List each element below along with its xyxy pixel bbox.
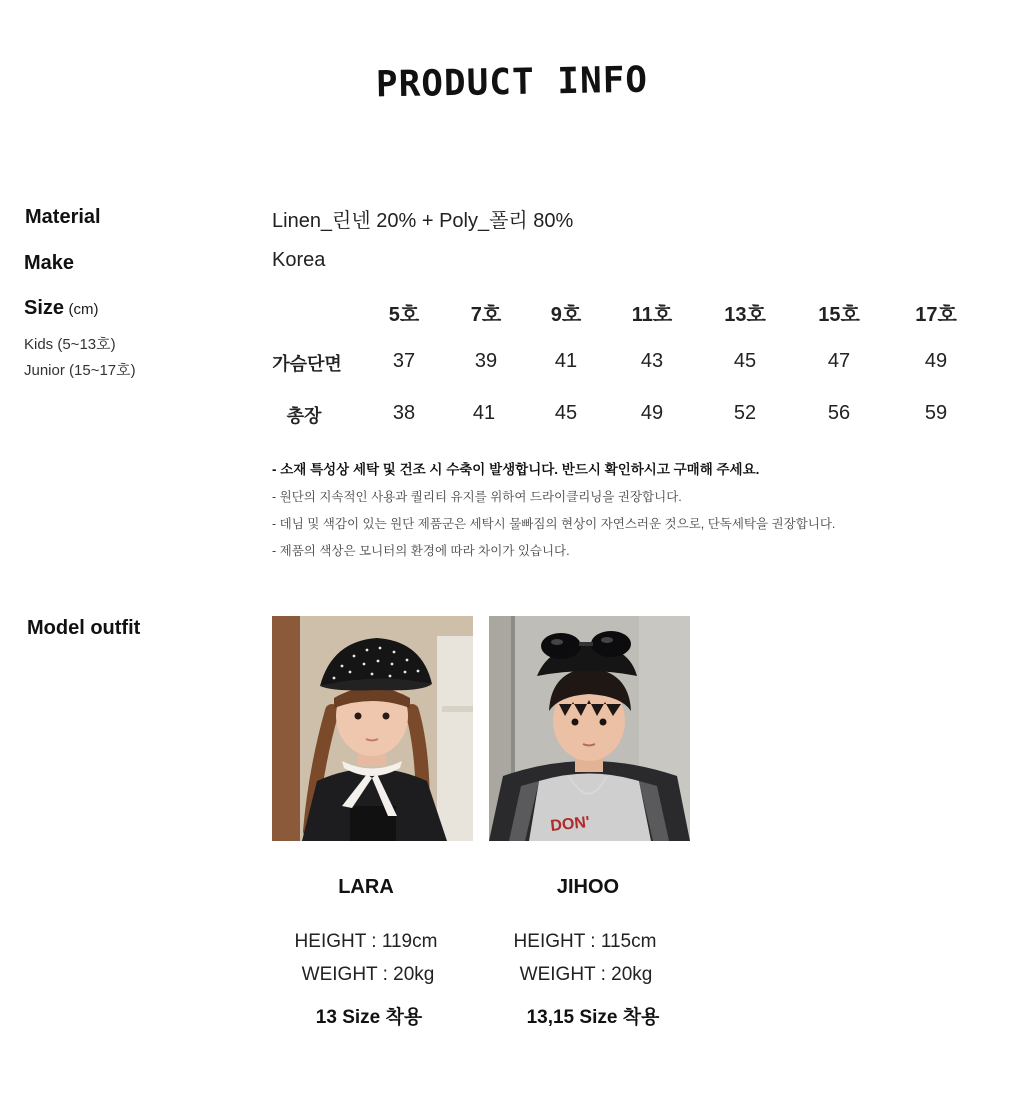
size-header-9: 9호 xyxy=(550,304,582,326)
chest-cell: 49 xyxy=(924,350,948,372)
size-unit: (cm) xyxy=(68,301,99,318)
size-header-13: 13호 xyxy=(724,304,766,326)
length-cell: 45 xyxy=(554,402,578,424)
size-header-7: 7호 xyxy=(470,304,502,326)
size-header-17: 17호 xyxy=(915,304,957,326)
size-junior: Junior (15~17호) xyxy=(24,362,136,379)
model-weight: WEIGHT : 20kg xyxy=(301,964,435,985)
size-kids: Kids (5~13호) xyxy=(24,336,116,353)
size-header-15: 15호 xyxy=(818,304,860,326)
model-name: JIHOO xyxy=(556,876,620,898)
length-cell: 59 xyxy=(924,402,948,424)
care-note: - 제품의 색상은 모니터의 환경에 따라 차이가 있습니다. xyxy=(272,544,570,558)
chest-cell: 47 xyxy=(827,350,851,372)
length-cell: 52 xyxy=(733,402,757,424)
svg-text:DON': DON' xyxy=(549,813,591,835)
size-header-11: 11호 xyxy=(631,304,673,326)
material-label: Material xyxy=(25,206,101,228)
size-header-5: 5호 xyxy=(388,304,420,326)
length-cell: 38 xyxy=(392,402,416,424)
length-cell: 41 xyxy=(472,402,496,424)
model-photo-lara xyxy=(272,616,473,841)
care-note-primary: - 소재 특성상 세탁 및 건조 시 수축이 발생합니다. 반드시 확인하시고 구매해 주세요. xyxy=(272,462,760,477)
length-row-label: 총장 xyxy=(286,406,322,426)
model-weight: WEIGHT : 20kg xyxy=(519,964,653,985)
length-cell: 56 xyxy=(827,402,851,424)
chest-cell: 39 xyxy=(474,350,498,372)
care-note: - 원단의 지속적인 사용과 퀄리티 유지를 위하여 드라이클리닝을 권장합니다. xyxy=(272,490,682,504)
model-height: HEIGHT : 115cm xyxy=(513,931,657,952)
model-outfit-label: Model outfit xyxy=(27,617,141,639)
make-label: Make xyxy=(24,252,75,274)
material-value: Linen_린넨 20% + Poly_폴리 80% xyxy=(272,210,574,232)
model-size: 13,15 Size 착용 xyxy=(526,1007,660,1028)
care-note: - 데님 및 색감이 있는 원단 제품군은 세탁시 물빠짐의 현상이 자연스러운 것으로, 단독세탁을 권장합니다. xyxy=(272,517,836,531)
chest-row-label: 가슴단면 xyxy=(272,354,342,374)
chest-cell: 37 xyxy=(392,350,416,372)
length-cell: 49 xyxy=(640,402,664,424)
model-size: 13 Size 착용 xyxy=(315,1007,423,1028)
model-name: LARA xyxy=(338,876,394,898)
size-label: Size xyxy=(24,297,65,319)
chest-cell: 41 xyxy=(554,350,578,372)
model-height: HEIGHT : 119cm xyxy=(294,931,438,952)
model-photo-jihoo xyxy=(489,616,690,841)
chest-cell: 43 xyxy=(640,350,664,372)
size-heading xyxy=(24,297,98,320)
make-value: Korea xyxy=(272,249,326,271)
chest-cell: 45 xyxy=(733,350,757,372)
page-title: PRODUCT INFO xyxy=(375,59,649,106)
